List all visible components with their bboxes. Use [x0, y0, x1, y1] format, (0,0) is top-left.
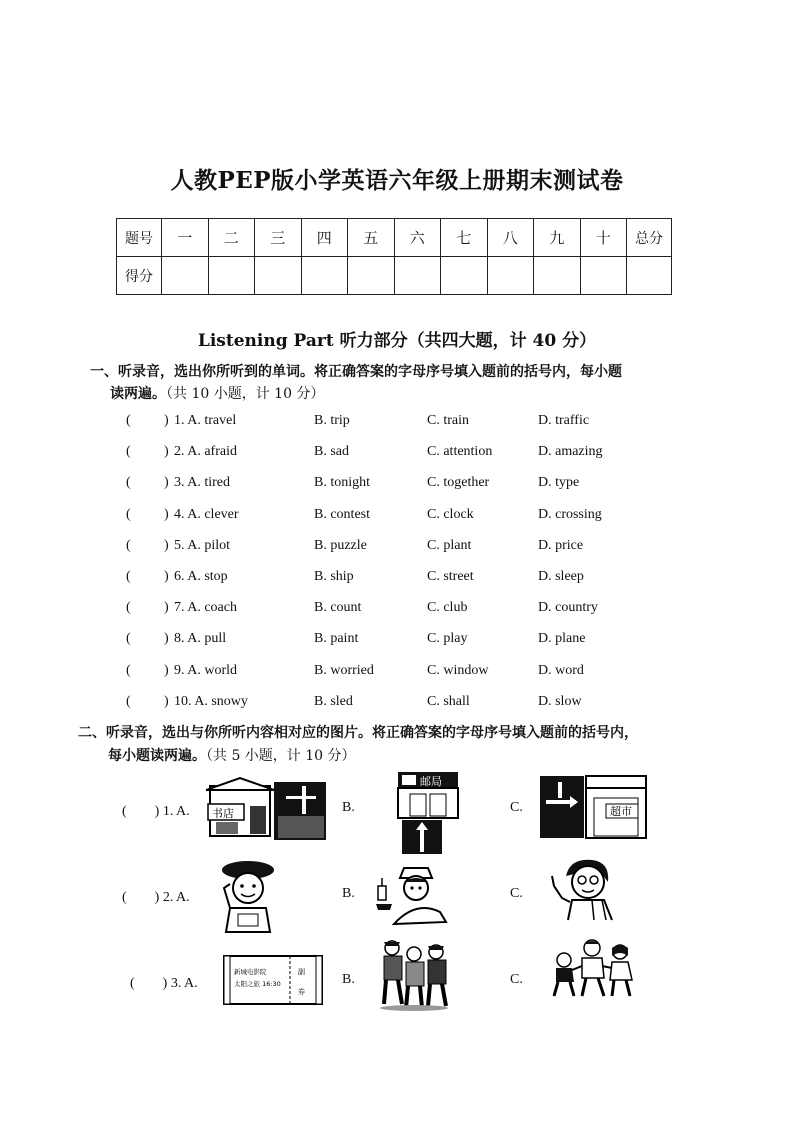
score-cell-9[interactable] [534, 257, 581, 295]
ticket-cinema-name: 新城电影院 [234, 968, 267, 976]
answer-paren-open[interactable]: ( [126, 537, 131, 553]
column-2: 二 [208, 219, 255, 257]
section1-heading-text: 读两遍。 [110, 386, 166, 402]
score-cell-7[interactable] [441, 257, 488, 295]
score-cell-4[interactable] [301, 257, 348, 295]
option-a: 8. A. pull [174, 631, 227, 647]
option-a: 2. A. afraid [174, 444, 237, 460]
post-office-picture[interactable] [396, 770, 460, 856]
question-number-label: 题号 [117, 219, 162, 257]
option-d: D. plane [538, 631, 586, 647]
section2-heading-text: 每小题读两遍。 [108, 748, 206, 764]
supermarket-picture[interactable] [538, 774, 648, 840]
answer-paren-close[interactable]: ) [164, 569, 169, 584]
option-d: D. slow [538, 693, 582, 709]
option-a: 5. A. pilot [174, 537, 231, 553]
option-d: D. country [538, 600, 598, 616]
option-c: C. club [427, 600, 468, 616]
answer-paren-close[interactable]: ) [164, 693, 169, 709]
section2-note: （共 5 小题，计 10 分） [206, 748, 356, 764]
score-table-score-row [117, 257, 672, 295]
answer-paren-open[interactable]: ( [126, 600, 131, 616]
option-b: B. puzzle [314, 537, 367, 553]
option-b: B. tonight [314, 475, 371, 491]
option-b: B. paint [314, 631, 359, 647]
option-a: 7. A. coach [174, 600, 237, 616]
section1-heading-line1: 一、听录音，选出你所听到的单词。将正确答案的字母序号填入题前的括号内，每小题 [90, 364, 622, 380]
option-b: B. ship [314, 569, 354, 584]
total-label: 总分 [627, 219, 672, 257]
picture-question-1-option-b: B. [342, 800, 355, 815]
answer-paren-open[interactable]: ( [126, 631, 131, 647]
score-cell-1[interactable] [162, 257, 209, 295]
score-cell-total[interactable] [627, 257, 672, 295]
option-a: 9. A. world [174, 662, 237, 678]
family-walking-picture[interactable] [548, 938, 640, 1000]
listening-part-title: Listening Part 听力部分（共四大题，计 40 分） [197, 331, 597, 351]
option-a: 3. A. tired [174, 475, 230, 491]
section1-note: （共 10 小题，计 10 分） [166, 386, 325, 402]
picture-question-2-option-b: B. [342, 886, 355, 901]
picture-question-3 [120, 938, 680, 1018]
option-b: B. trip [314, 413, 350, 428]
option-d: D. price [538, 537, 584, 553]
answer-paren-close[interactable]: ) [164, 506, 169, 522]
bookstore-picture[interactable] [206, 776, 328, 842]
answer-paren-close[interactable]: ) [164, 631, 169, 647]
answer-paren-close[interactable]: ) [164, 537, 169, 553]
option-d: D. traffic [538, 413, 590, 428]
score-cell-8[interactable] [487, 257, 534, 295]
answer-paren-open[interactable]: ( [126, 569, 131, 584]
movie-ticket-picture[interactable] [222, 954, 324, 1006]
score-cell-2[interactable] [208, 257, 255, 295]
answer-paren-open[interactable]: ( [126, 413, 131, 428]
answer-paren-close[interactable]: ) [164, 444, 169, 460]
ticket-movie-time: 太阳之旅 16:30 [234, 980, 281, 988]
option-b: B. sled [314, 693, 353, 709]
option-c: C. clock [427, 506, 474, 522]
option-c: C. street [427, 569, 474, 584]
post-office-sign: 邮局 [420, 775, 442, 788]
column-3: 三 [255, 219, 302, 257]
section1-heading-line2 [110, 383, 324, 405]
score-cell-3[interactable] [255, 257, 302, 295]
nurse-picture[interactable] [370, 864, 450, 926]
answer-paren-open[interactable]: ( [126, 693, 131, 709]
option-b: B. contest [314, 506, 370, 522]
column-9: 九 [534, 219, 581, 257]
option-c: C. play [427, 631, 468, 647]
option-c: C. together [427, 475, 490, 491]
picture-question-2 [120, 856, 680, 936]
section2-heading-line2 [108, 745, 356, 767]
picture-question-3-option-c: C. [510, 972, 523, 987]
picture-question-1-prefix: ( ) 1. A. [122, 804, 190, 819]
answer-paren-close[interactable]: ) [164, 475, 169, 491]
column-10: 十 [580, 219, 627, 257]
score-table [116, 218, 672, 295]
option-c: C. window [427, 662, 489, 678]
option-b: B. worried [314, 662, 374, 678]
column-4: 四 [301, 219, 348, 257]
option-a: 6. A. stop [174, 569, 228, 584]
score-cell-10[interactable] [580, 257, 627, 295]
picture-question-1-option-c: C. [510, 800, 523, 815]
option-b: B. count [314, 600, 362, 616]
column-1: 一 [162, 219, 209, 257]
option-d: D. word [538, 662, 584, 678]
option-a: 10. A. snowy [174, 693, 248, 709]
answer-paren-open[interactable]: ( [126, 506, 131, 522]
answer-paren-open[interactable]: ( [126, 475, 131, 491]
picture-question-1 [120, 770, 680, 850]
teacher-picture[interactable] [548, 856, 628, 922]
option-d: D. type [538, 475, 580, 491]
option-c: C. plant [427, 537, 472, 553]
option-d: D. crossing [538, 506, 602, 522]
score-label: 得分 [117, 257, 162, 295]
answer-paren-close[interactable]: ) [164, 662, 169, 678]
answer-paren-close[interactable]: ) [164, 600, 169, 616]
column-5: 五 [348, 219, 395, 257]
column-7: 七 [441, 219, 488, 257]
police-officer-picture[interactable] [216, 858, 282, 934]
answer-paren-close[interactable]: ) [164, 413, 169, 428]
picture-question-3-prefix: ( ) 3. A. [130, 976, 198, 991]
option-d: D. sleep [538, 569, 584, 584]
answer-paren-open[interactable]: ( [126, 662, 131, 678]
exam-title: 人教PEP版小学英语六年级上册期末测试卷 [170, 167, 624, 194]
picture-question-2-prefix: ( ) 2. A. [122, 890, 190, 905]
column-8: 八 [487, 219, 534, 257]
ticket-stub-text-2: 券 [298, 988, 305, 996]
score-cell-6[interactable] [394, 257, 441, 295]
bookstore-sign: 书店 [212, 807, 234, 820]
option-c: C. attention [427, 444, 493, 460]
option-d: D. amazing [538, 444, 603, 460]
option-c: C. train [427, 413, 469, 428]
option-a: 1. A. travel [174, 413, 237, 428]
score-cell-5[interactable] [348, 257, 395, 295]
column-6: 六 [394, 219, 441, 257]
score-table-header-row [117, 219, 672, 257]
option-c: C. shall [427, 693, 470, 709]
answer-paren-open[interactable]: ( [126, 444, 131, 460]
picture-question-3-option-b: B. [342, 972, 355, 987]
supermarket-sign: 超市 [610, 805, 632, 818]
option-a: 4. A. clever [174, 506, 239, 522]
section2-heading-line1: 二、听录音，选出与你所听内容相对应的图片。将正确答案的字母序号填入题前的括号内， [78, 725, 638, 741]
hikers-picture[interactable] [378, 938, 450, 1012]
ticket-stub-text-1: 副 [298, 968, 305, 976]
option-b: B. sad [314, 444, 349, 460]
picture-question-2-option-c: C. [510, 886, 523, 901]
